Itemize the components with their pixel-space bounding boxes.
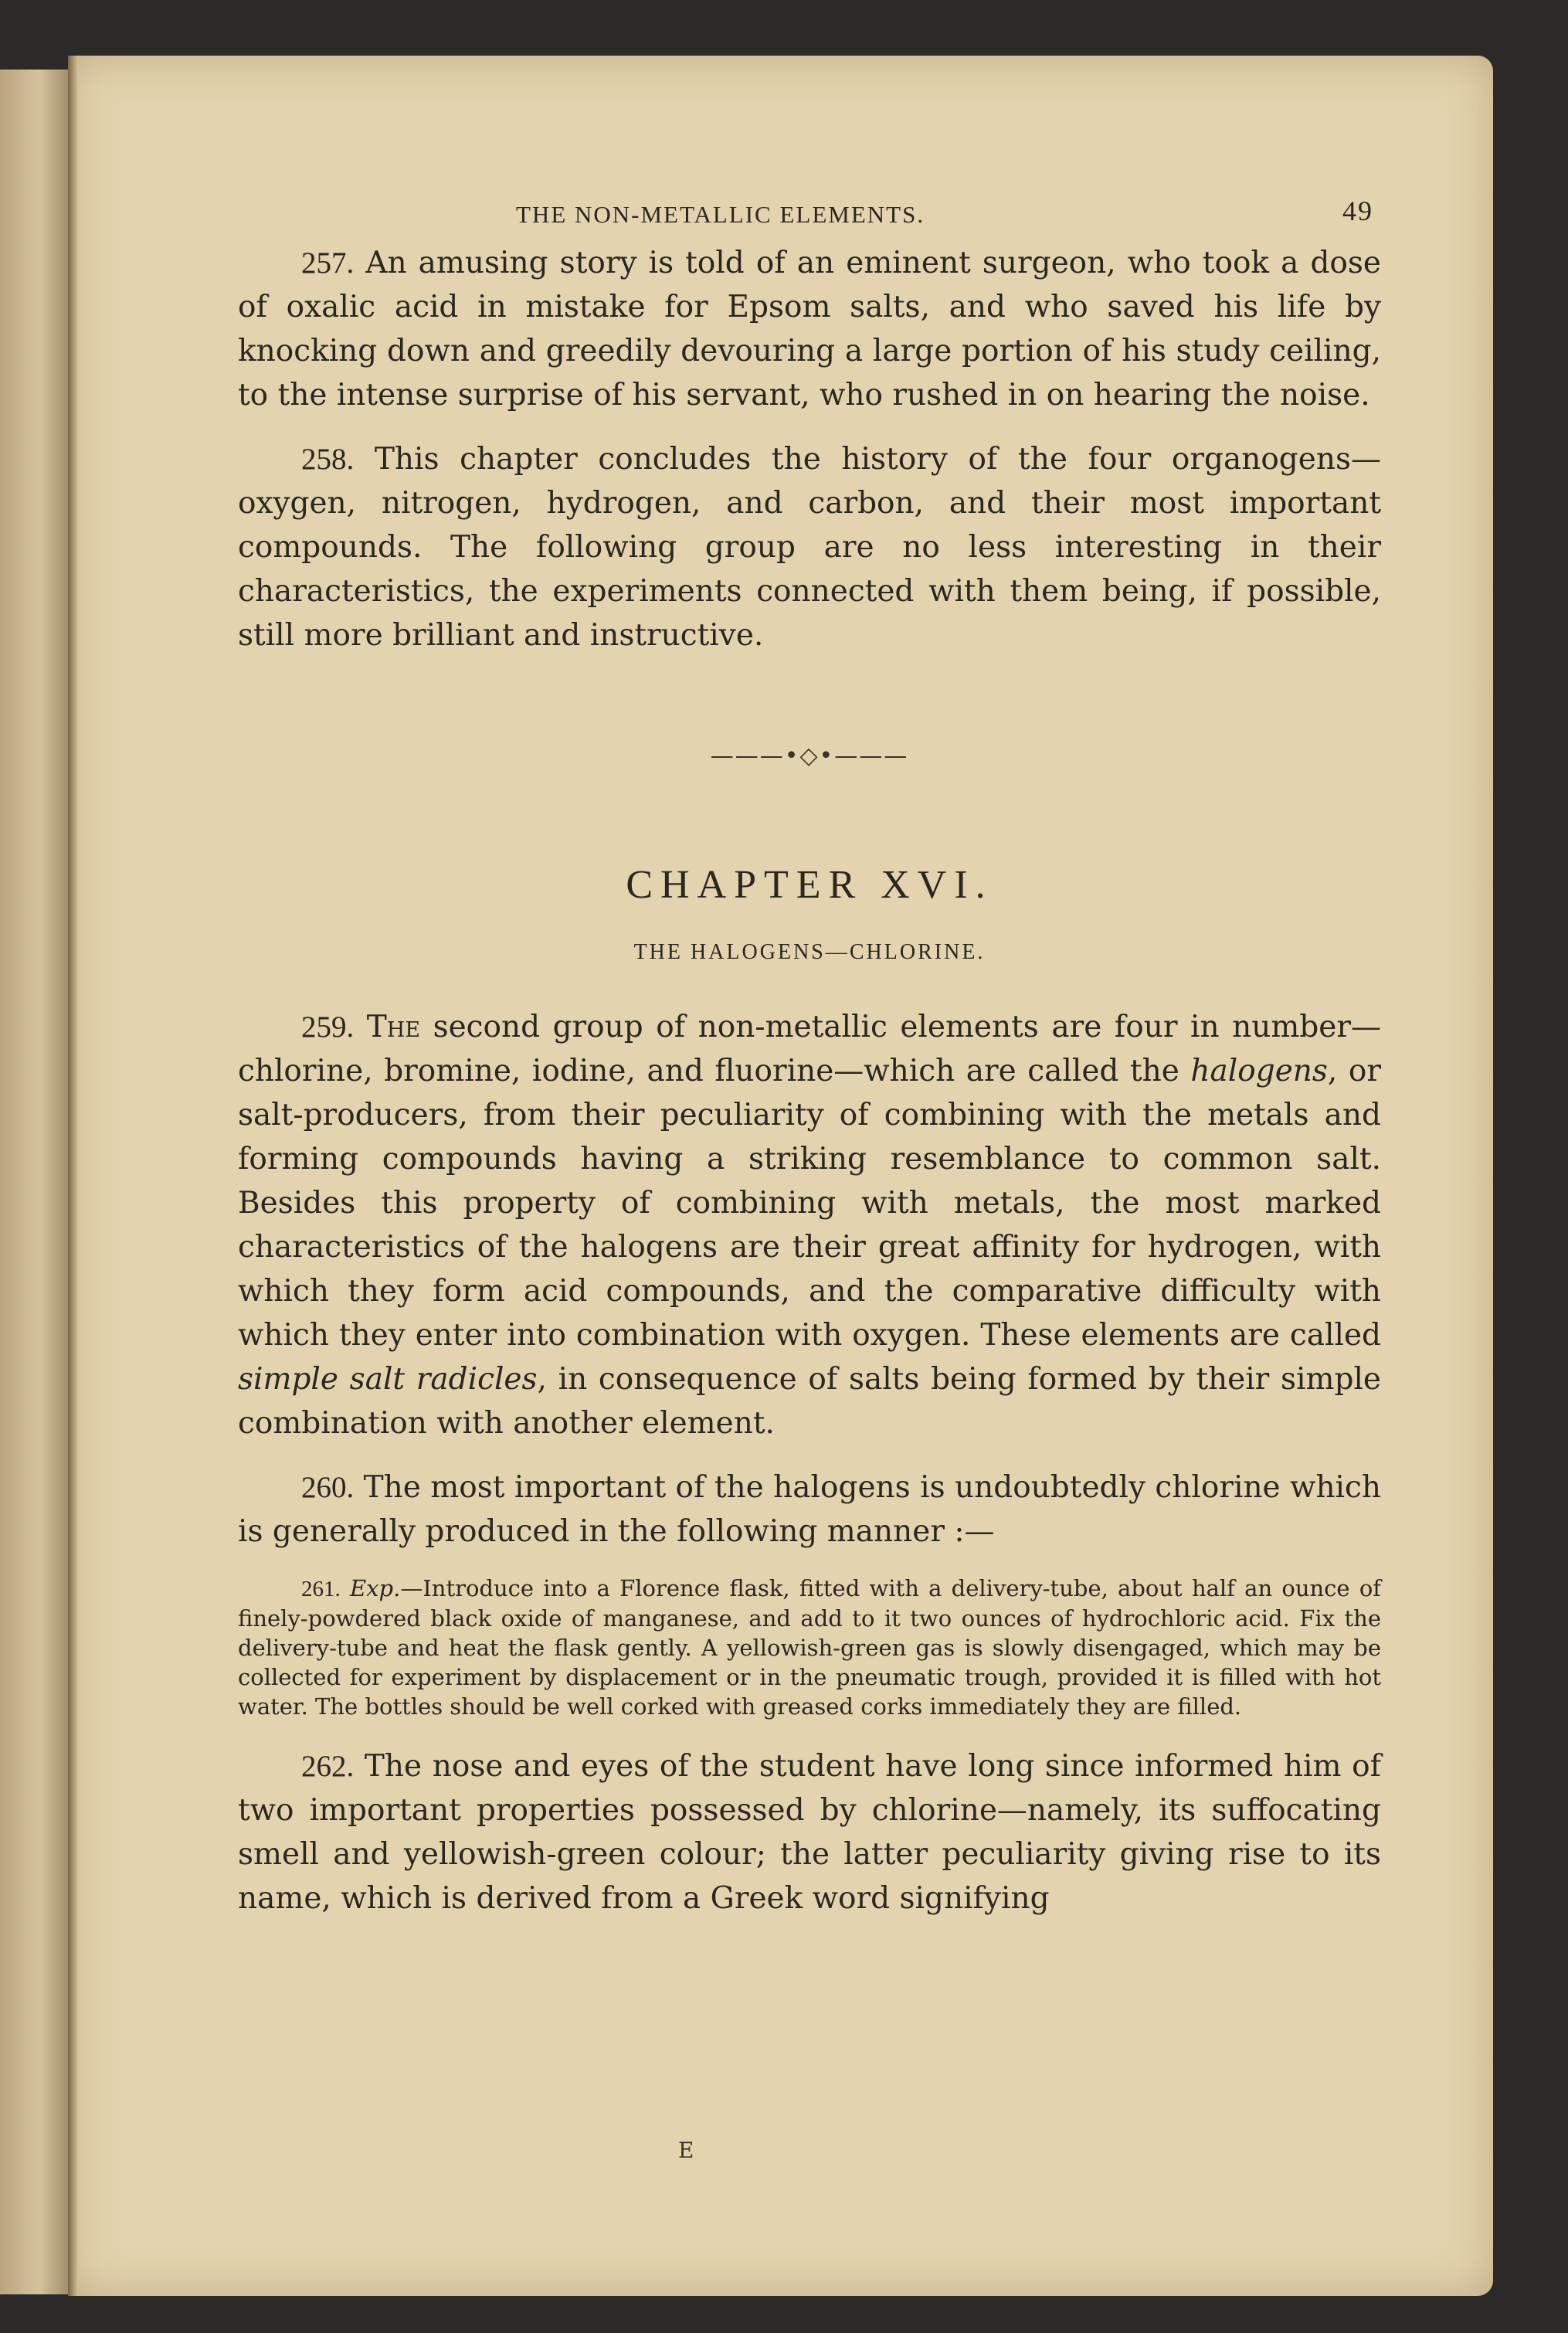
page-gutter xyxy=(68,56,77,2296)
paragraph-text: , in consequence of salts being formed by their simple combination with another element. xyxy=(238,1362,1381,1441)
paragraph-text: The nose and eyes of the student have long since informed him of two important properties possessed by chlorine—namely, its suffocating smell and yellowish-green colour; the latter peculiarity giving rise to its name, which is derived from a Greek word signifying xyxy=(238,1749,1381,1916)
section-ornament: ———•◇•——— xyxy=(710,742,909,769)
paragraph-259 xyxy=(238,1005,1381,1445)
italic-term: simple salt radicles xyxy=(238,1362,538,1397)
signature-mark: E xyxy=(678,2138,694,2163)
paragraph-number: 261. xyxy=(301,1577,341,1601)
paragraph-261-experiment xyxy=(238,1574,1381,1721)
paragraph-number: 258. xyxy=(301,443,355,476)
paragraph-text: , or salt-producers, from their peculiarity of combining with the metals and forming compounds having a striking resemblance to common salt. Besides this property of combining with metals, the most marked characteristics of the halogens are their great affinity for hydrogen, with which they form acid compounds, and the comparative difficulty with which they enter into combination with oxygen. These elements are called xyxy=(238,1054,1381,1353)
paragraph-260 xyxy=(238,1465,1381,1554)
paragraph-text: An amusing story is told of an eminent surgeon, who took a dose of oxalic acid in mistake for Epsom salts, and who saved his life by knocking down and greedily devouring a large portion of his study ceiling, to the intense surprise of his servant, who rushed in on hearing the noise. xyxy=(238,246,1381,413)
paragraph-text: The most important of the halogens is undoubtedly chlorine which is generally produced in the following manner :— xyxy=(238,1470,1381,1549)
text-block xyxy=(238,195,1381,1941)
book-page xyxy=(68,56,1493,2296)
running-title: THE NON-METALLIC ELEMENTS. xyxy=(516,201,925,228)
chapter-subtitle: THE HALOGENS—CHLORINE. xyxy=(633,940,986,964)
book-edge xyxy=(0,70,71,2294)
paragraph-number: 262. xyxy=(301,1750,355,1783)
paragraph-text: This chapter concludes the history of the four organogens—oxygen, nitrogen, hydrogen, and carbon, and their most important compounds. The following group are no less interesting in their characteristics, the experiments connected with them being, if possible, still more brilliant and instructive. xyxy=(238,442,1381,653)
paragraph-text: —Introduce into a Florence flask, fitted with a delivery-tube, about half an ounce of finely-powdered black oxide of manganese, and add to it two ounces of hydrochloric acid. Fix the delivery-tube and heat the flask gently. A yellowish-green gas is slowly disengaged, which may be collected for experiment by displacement or in the pneumatic trough, provided it is filled with hot water. The bottles should be well corked with greased corks immediately they are filled. xyxy=(238,1575,1382,1720)
paragraph-lead-word: The xyxy=(366,1010,421,1044)
paragraph-number: 259. xyxy=(301,1010,355,1044)
paragraph-257 xyxy=(238,241,1381,417)
paragraph-number: 257. xyxy=(301,246,355,280)
chapter-title: CHAPTER XVI. xyxy=(626,863,993,907)
paragraph-258 xyxy=(238,437,1381,657)
paragraph-number: 260. xyxy=(301,1471,355,1504)
page-number: 49 xyxy=(1342,195,1373,226)
paragraph-262 xyxy=(238,1744,1381,1920)
italic-term: Exp. xyxy=(350,1575,401,1601)
running-head xyxy=(238,195,1381,241)
paragraph-text: second group of non-metallic elements are four in number—chlorine, bromine, iodine, and fluorine—which are called the xyxy=(238,1010,1381,1088)
italic-term: halogens xyxy=(1190,1054,1328,1088)
